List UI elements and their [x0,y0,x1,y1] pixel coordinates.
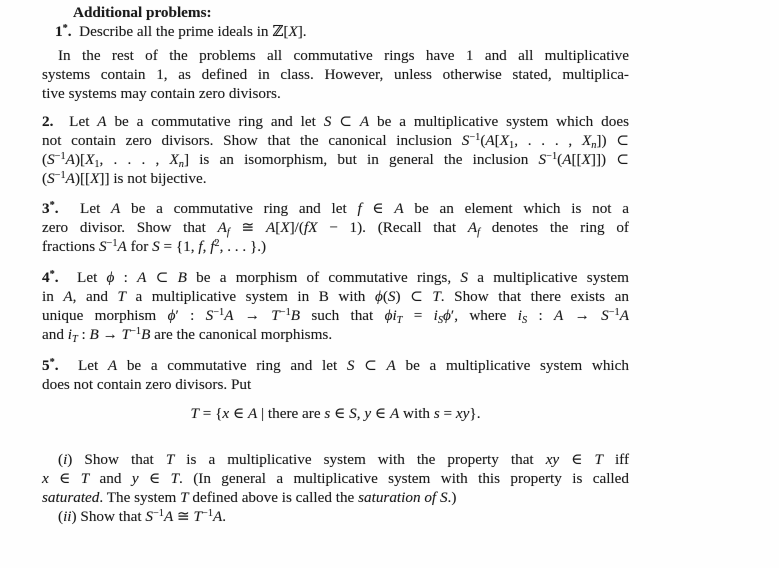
text-line: (ii) Show that $S^{-1}A$ ≅ $T^{-1}A$. [58,508,227,525]
intro-paragraph [42,46,629,103]
text-line: 5*. Let A be a commutative ring and let S ⊂ A be a multiplicative system which [42,357,629,374]
text-line: 3*. Let A be a commutative ring and let f ∈ A be an element which is not a [42,200,629,217]
problem-1 [42,22,629,41]
text-line: and $i_T$ : $B \to T^{-1}B$ are the canonical morphisms. [42,326,333,345]
equation-line: T = {x ∈ A | there are s ∈ S, y ∈ A with s = xy}. [190,405,481,422]
text-line: unique morphism ϕ′ : $S^{-1}A \to T^{-1}B$ such that $\phi i_T = i_S\phi'$, where $i_S$ : $A \to S^{-1}A$ [42,307,629,326]
text-line: x ∈ T and y ∈ T. (In general a multiplicative system with this property is called [42,470,629,487]
text-line: tive systems may contain zero divisors. [42,85,281,102]
problem-2 [42,112,629,188]
problem-4 [42,268,629,344]
problem-5 [42,356,629,394]
text-line: In the rest of the problems all commutative rings have 1 and all multiplicative [58,47,629,64]
text-line: $(S^{-1}A)[[X]]$ is not bijective. [42,170,207,187]
text-column [42,3,629,526]
text-line: in A, and T a multiplicative system in B with ϕ(S) ⊂ T. Show that there exists an [42,288,629,305]
text-line: 4*. Let ϕ : A ⊂ B be a morphism of commutative rings, S a multiplicative system [42,269,629,286]
text-line: fractions $S^{-1}A$ for S = {1, f, $f^2$, . . . }.) [42,238,267,255]
text-line: saturated. The system T defined above is called the saturation of S.) [42,489,457,506]
part-i [42,450,629,507]
heading-line: Additional problems: [73,4,212,21]
text-line: zero divisor. Show that $A_f$ ≅ A[X]/(fX − 1). (Recall that $A_f$ denotes the ring of [42,219,629,238]
text-line: 2. Let A be a commutative ring and let S ⊂ A be a multiplicative system which does [42,113,629,130]
text-line: 1*. Describe all the prime ideals in ℤ[X]. [55,23,307,40]
problem-3 [42,199,629,256]
text-line: (i) Show that T is a multiplicative system with the property that xy ∈ T iff [58,451,630,468]
text-line: $(S^{-1}A)[X_1$, . . . , $X_n$] is an isomorphism, but in general the inclusion $S^{-1}(A[[X]])$ ⊂ [42,151,629,170]
text-line: does not contain zero divisors. Put [42,376,252,393]
heading [42,3,629,22]
part-ii [42,507,629,526]
text-line: not contain zero divisors. Show that the canonical inclusion $S^{-1}(A[X_1$, . . . , $X_n$]) ⊂ [42,132,630,151]
text-line: systems contain 1, as defined in class. However, unless otherwise stated, multiplica- [42,66,629,83]
display-equation [42,402,629,426]
